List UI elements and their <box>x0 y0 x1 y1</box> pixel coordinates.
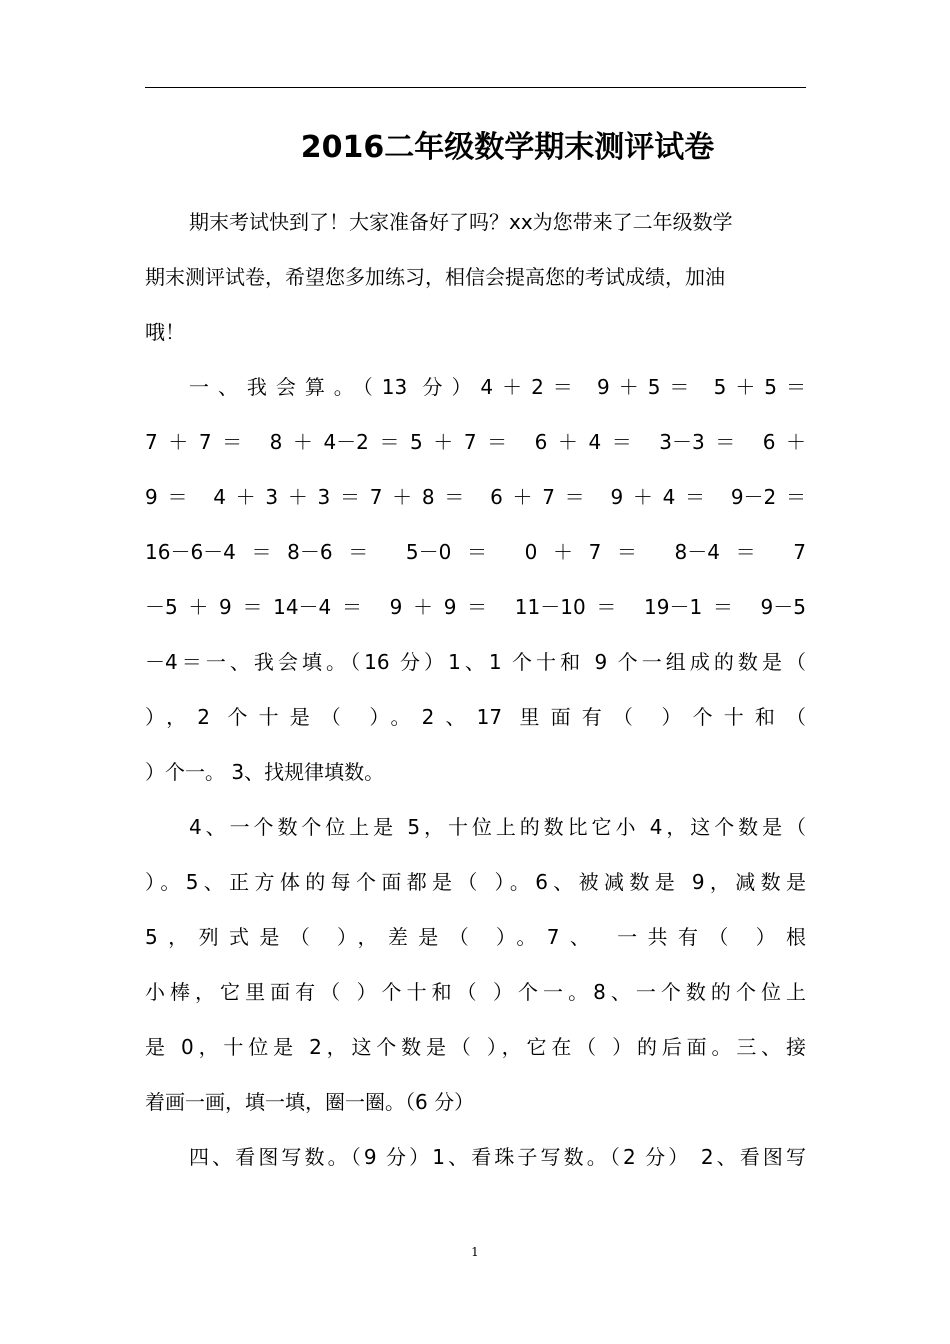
page-number: 1 <box>471 1245 479 1259</box>
section-2-line-2: ），2 个十是（ ）。2、17 里面有（ ）个十和（ <box>145 705 806 729</box>
section-2-line-7: 小棒，它里面有（ ）个十和（ ）个一。8、一个数的个位上 <box>145 980 806 1004</box>
section-2-line-4: 4、一个数个位上是 5，十位上的数比它小 4，这个数是（ <box>189 815 806 839</box>
section-1-line-5: －5＋9＝14－4＝ 9＋9＝ 11－10＝ 19－1＝ 9－5 <box>145 595 806 619</box>
intro-line-3: 哦！ <box>145 320 185 344</box>
section-1-line-2: 7＋7＝ 8＋4－2＝5＋7＝ 6＋4＝ 3－3＝ 6＋ <box>145 430 806 454</box>
section-4-line-1: 四、看图写数。（9 分）1、看珠子写数。（2 分） 2、看图写 <box>189 1145 806 1169</box>
header-rule <box>145 87 806 88</box>
section-2-line-6: 5，列式是（ ），差是（ ）。7、 一共有（ ）根 <box>145 925 806 949</box>
intro-line-2: 期末测评试卷，希望您多加练习，相信会提高您的考试成绩，加油 <box>145 265 725 289</box>
section-2-line-8: 是 0，十位是 2，这个数是（ ），它在（ ）的后面。三、接 <box>145 1035 806 1059</box>
page-title: 2016二年级数学期末测评试卷 <box>300 130 715 165</box>
section-1-line-4: 16－6－4＝8－6＝ 5－0＝ 0＋7＝ 8－4＝ 7 <box>145 540 806 564</box>
section-2-line-3: ）个一。 3、找规律填数。 <box>145 760 385 784</box>
section-2-line-5: ）。5、正方体的每个面都是（ ）。6、被减数是 9，减数是 <box>145 870 806 894</box>
intro-line-1: 期末考试快到了！大家准备好了吗？xx为您带来了二年级数学 <box>189 210 733 234</box>
section-1-line-1: 一、我会算。（13 分）4＋2＝ 9＋5＝ 5＋5＝ <box>189 375 806 399</box>
section-3-line-1: 着画一画，填一填，圈一圈。（6 分） <box>145 1090 475 1114</box>
section-2-line-1: －4＝一、我会填。（16 分）1、1 个十和 9 个一组成的数是（ <box>145 650 806 674</box>
section-1-line-3: 9＝ 4＋3＋3＝7＋8＝ 6＋7＝ 9＋4＝ 9－2＝ <box>145 485 806 509</box>
